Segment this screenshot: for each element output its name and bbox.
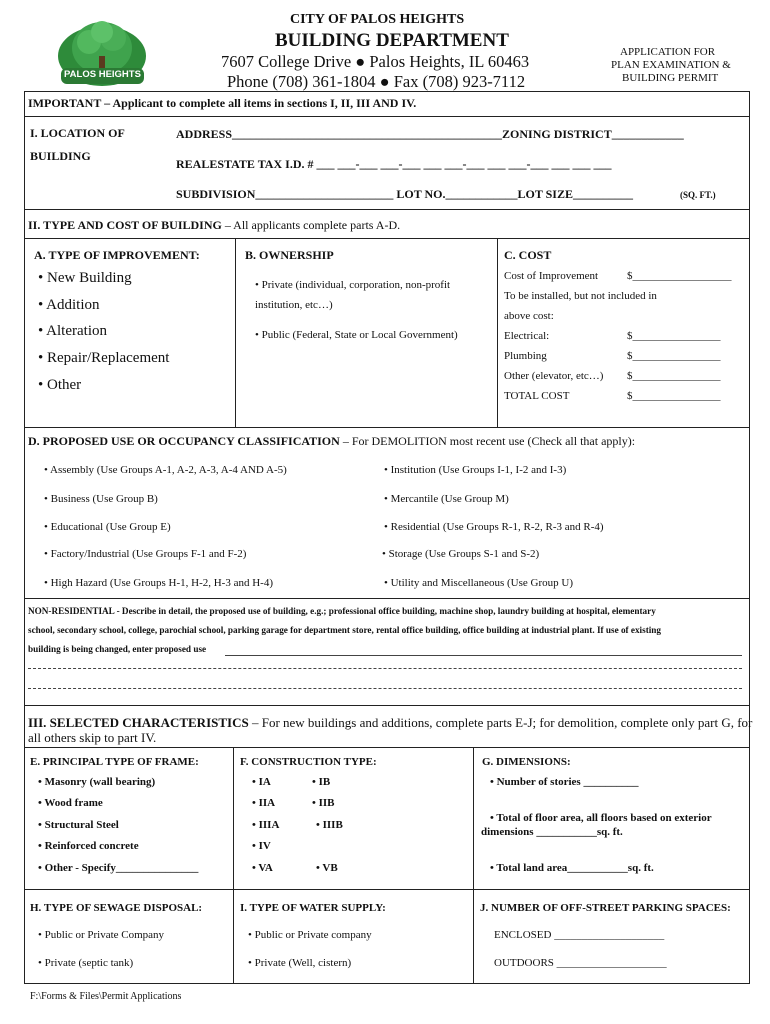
water-public[interactable]: • Public or Private company	[248, 929, 372, 941]
description-line-2[interactable]	[28, 688, 742, 689]
improvement-addition[interactable]: • Addition	[38, 297, 100, 313]
cost-improvement-label: Cost of Improvement	[504, 270, 599, 282]
ownership-public[interactable]: • Public (Federal, State or Local Government)	[255, 329, 458, 341]
construction-iiib[interactable]: • IIIB	[316, 819, 343, 831]
parking-spaces-title: J. NUMBER OF OFF-STREET PARKING SPACES:	[480, 902, 731, 914]
floor-area-label: • Total of floor area, all floors based on exterior	[490, 812, 712, 824]
cost-note-2: above cost:	[504, 310, 554, 322]
construction-ia[interactable]: • IA	[252, 776, 271, 788]
frame-other[interactable]: • Other - Specify_______________	[38, 862, 199, 874]
nonresidential-text-1: NON-RESIDENTIAL - Describe in detail, the proposed use of building, e.g.; professional office building, machine shop, laundry building at hospital, elementary	[28, 606, 656, 616]
logo-text: PALOS HEIGHTS	[64, 69, 141, 80]
nonresidential-text-2: school, secondary school, college, parochial school, parking garage for department store, rental office building, office building at industrial plant. If use of existing	[28, 625, 662, 635]
improvement-new-building[interactable]: • New Building	[38, 270, 132, 286]
improvement-other[interactable]: • Other	[38, 377, 82, 393]
use-utility[interactable]: • Utility and Miscellaneous (Use Group U)	[384, 577, 573, 589]
cost-note-1: To be installed, but not included in	[504, 290, 657, 302]
sqft-label: (SQ. FT.)	[680, 190, 716, 200]
cost-improvement-field[interactable]: $__________________	[627, 270, 732, 282]
frame-wood[interactable]: • Wood frame	[38, 797, 103, 809]
construction-iia[interactable]: • IIA	[252, 797, 276, 809]
subdivision-field[interactable]: SUBDIVISION_______________________ LOT NO.____________LOT SIZE__________	[176, 187, 633, 201]
construction-iv[interactable]: • IV	[252, 840, 271, 852]
section3-heading-cont: all others skip to part IV.	[28, 730, 157, 745]
use-business[interactable]: • Business (Use Group B)	[44, 493, 158, 505]
application-title-2: PLAN EXAMINATION &	[611, 59, 731, 71]
use-residential[interactable]: • Residential (Use Groups R-1, R-2, R-3 and R-4)	[384, 521, 604, 533]
nonresidential-text-3: building is being changed, enter proposed use	[28, 644, 207, 654]
water-private[interactable]: • Private (Well, cistern)	[248, 957, 352, 969]
department-title: BUILDING DEPARTMENT	[275, 30, 509, 51]
application-title-3: BUILDING PERMIT	[622, 72, 719, 84]
ownership-private[interactable]: • Private (individual, corporation, non-profit	[255, 279, 451, 291]
important-notice: IMPORTANT – Applicant to complete all items in sections I, II, III AND IV.	[28, 96, 417, 110]
cost-total-field[interactable]: $________________	[627, 390, 721, 402]
construction-iib[interactable]: • IIB	[312, 797, 335, 809]
cost-other-field[interactable]: $________________	[627, 370, 721, 382]
cost-title: C. COST	[504, 248, 552, 262]
cost-plumbing-field[interactable]: $________________	[627, 350, 721, 362]
type-of-improvement-title: A. TYPE OF IMPROVEMENT:	[34, 248, 200, 262]
construction-vb[interactable]: • VB	[316, 862, 338, 874]
improvement-alteration[interactable]: • Alteration	[38, 323, 107, 339]
cost-electrical-field[interactable]: $________________	[627, 330, 721, 342]
frame-steel[interactable]: • Structural Steel	[38, 819, 119, 831]
use-mercantile[interactable]: • Mercantile (Use Group M)	[384, 493, 509, 505]
parking-outdoors-field[interactable]: OUTDOORS ____________________	[494, 957, 667, 969]
use-factory[interactable]: • Factory/Industrial (Use Groups F-1 and F-2)	[44, 548, 247, 560]
construction-va[interactable]: • VA	[252, 862, 273, 874]
department-address: 7607 College Drive ● Palos Heights, IL 60463	[221, 52, 530, 71]
improvement-repair[interactable]: • Repair/Replacement	[38, 350, 170, 366]
department-phone: Phone (708) 361-1804 ● Fax (708) 923-7112	[227, 72, 526, 91]
construction-iiia[interactable]: • IIIA	[252, 819, 280, 831]
file-path-footer: F:\Forms & Files\Permit Applications	[30, 991, 182, 1002]
dimensions-title: G. DIMENSIONS:	[482, 756, 571, 768]
description-line-1[interactable]	[28, 668, 742, 669]
use-assembly[interactable]: • Assembly (Use Groups A-1, A-2, A-3, A-4 AND A-5)	[44, 464, 287, 476]
cost-plumbing-label: Plumbing	[504, 350, 547, 362]
use-institution[interactable]: • Institution (Use Groups I-1, I-2 and I-3)	[384, 464, 567, 476]
section1-heading-1: I. LOCATION OF	[30, 126, 125, 140]
water-supply-title: I. TYPE OF WATER SUPPLY:	[240, 902, 386, 914]
section1-heading-2: BUILDING	[30, 149, 91, 163]
sewage-public[interactable]: • Public or Private Company	[38, 929, 165, 941]
frame-masonry[interactable]: • Masonry (wall bearing)	[38, 776, 156, 788]
use-high-hazard[interactable]: • High Hazard (Use Groups H-1, H-2, H-3 and H-4)	[44, 577, 273, 589]
use-educational[interactable]: • Educational (Use Group E)	[44, 521, 171, 533]
cost-other-label: Other (elevator, etc…)	[504, 370, 604, 382]
floor-area-field[interactable]: dimensions ___________sq. ft.	[481, 826, 623, 838]
cost-total-label: TOTAL COST	[504, 390, 570, 402]
frame-type-title: E. PRINCIPAL TYPE OF FRAME:	[30, 756, 199, 768]
construction-ib[interactable]: • IB	[312, 776, 331, 788]
ownership-title: B. OWNERSHIP	[245, 248, 334, 262]
tax-id-field[interactable]: REALESTATE TAX I.D. # ___ ___-___ ___-___ ___ ___-___ ___ ___-___ ___ ___ ___	[176, 157, 612, 171]
use-storage[interactable]: • Storage (Use Groups S-1 and S-2)	[382, 548, 540, 560]
parking-enclosed-field[interactable]: ENCLOSED ____________________	[494, 929, 665, 941]
city-logo	[55, 18, 150, 88]
sewage-disposal-title: H. TYPE OF SEWAGE DISPOSAL:	[30, 902, 203, 914]
construction-type-title: F. CONSTRUCTION TYPE:	[240, 756, 377, 768]
cost-electrical-label: Electrical:	[504, 330, 550, 342]
land-area-field[interactable]: • Total land area___________sq. ft.	[490, 862, 654, 874]
number-of-stories-field[interactable]: • Number of stories __________	[490, 776, 639, 788]
frame-concrete[interactable]: • Reinforced concrete	[38, 840, 139, 852]
ownership-private-cont: institution, etc…)	[255, 299, 333, 311]
section2-heading: II. TYPE AND COST OF BUILDING – All applicants complete parts A-D.	[28, 218, 401, 232]
city-name: CITY OF PALOS HEIGHTS	[290, 12, 465, 27]
proposed-use-field[interactable]	[225, 655, 742, 656]
address-field[interactable]: ADDRESS_____________________________________________ZONING DISTRICT____________	[176, 127, 684, 141]
occupancy-heading: D. PROPOSED USE OR OCCUPANCY CLASSIFICATION – For DEMOLITION most recent use (Check all that apply):	[28, 434, 636, 448]
application-title-1: APPLICATION FOR	[620, 46, 716, 58]
sewage-private[interactable]: • Private (septic tank)	[38, 957, 134, 969]
section3-heading: III. SELECTED CHARACTERISTICS – For new buildings and additions, complete parts E-J; for demolition, complete only part G, for	[28, 715, 753, 730]
